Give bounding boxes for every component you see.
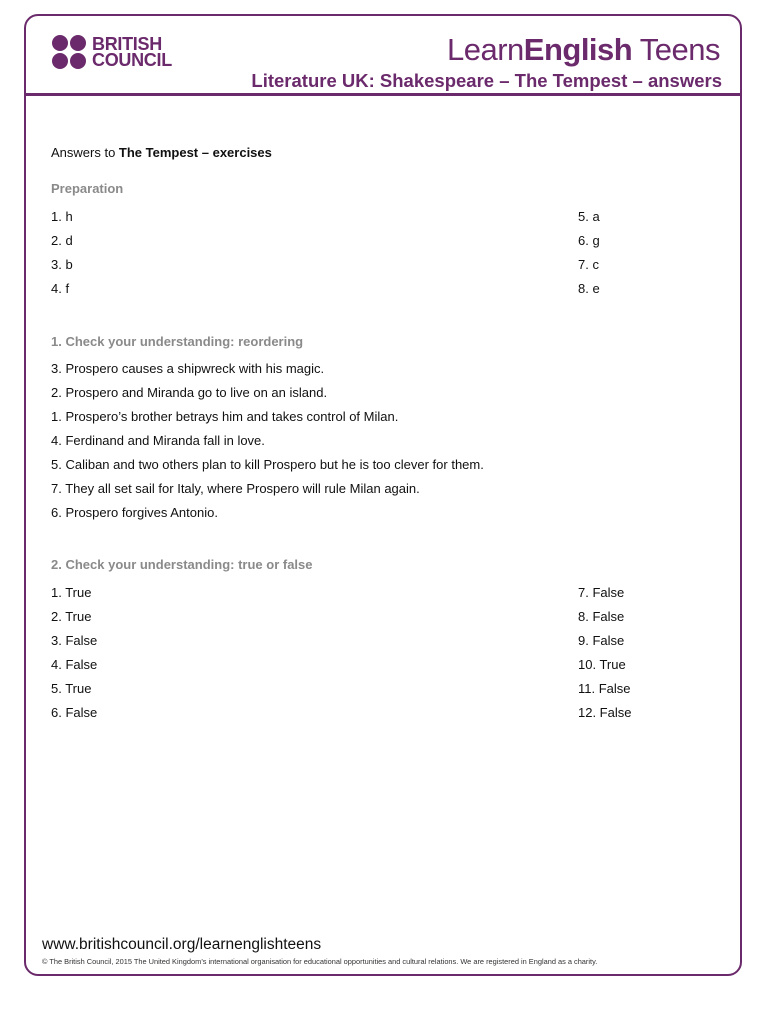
answer-item: 1. h [51,209,73,224]
preparation-right-list [578,205,600,301]
answer-item: 2. d [51,233,73,248]
answer-item: 6. g [578,233,600,248]
answer-item: 9. False [578,633,625,648]
answer-item: 2. True [51,609,92,624]
answer-item: 7. They all set sail for Italy, where Prospero will rule Milan again. [51,481,420,496]
true-false-right-list [578,581,631,725]
answer-item: 5. Caliban and two others plan to kill Prospero but he is too clever for them. [51,457,484,472]
reordering-list [51,357,484,525]
answer-item: 10. True [578,657,626,672]
answer-item: 3. Prospero causes a shipwreck with his magic. [51,361,325,376]
logo-text: BRITISH COUNCIL [92,34,172,70]
answer-item: 6. False [51,705,98,720]
logo-dot-icon [52,35,68,51]
preparation-left-list [51,205,73,301]
section-heading-preparation: Preparation [51,181,124,196]
answer-item: 6. Prospero forgives Antonio. [51,505,218,520]
section-heading-reordering: 1. Check your understanding: reordering [51,334,304,349]
answer-item: 1. True [51,585,92,600]
answer-item: 8. False [578,609,625,624]
true-false-left-list [51,581,97,725]
section-heading-true-false: 2. Check your understanding: true or false [51,557,313,572]
answer-item: 7. c [578,257,599,272]
learnenglish-teens-brand: LearnEnglish Teens [446,32,720,67]
document-title: Literature UK: Shakespeare – The Tempest – answers [251,70,722,91]
answer-item: 5. True [51,681,92,696]
answer-item: 11. False [578,681,631,696]
answer-item: 4. f [51,281,70,296]
intro-line: Answers to The Tempest – exercises [51,145,272,160]
answer-item: 5. a [578,209,600,224]
logo-dot-icon [52,53,68,69]
answer-item: 3. False [51,633,98,648]
footer-url[interactable]: www.britishcouncil.org/learnenglishteens [42,936,322,953]
answer-item: 2. Prospero and Miranda go to live on an island. [51,385,328,400]
answer-item: 8. e [578,281,600,296]
answer-item: 3. b [51,257,73,272]
logo-dot-icon [70,53,86,69]
footer-copyright: © The British Council, 2015 The United Kingdom’s international organisation for educational opportunities and cultural relations. We are registered in England as a charity. [42,957,598,966]
answer-item: 12. False [578,705,632,720]
answer-item: 4. False [51,657,98,672]
header-divider [25,93,742,96]
answer-item: 4. Ferdinand and Miranda fall in love. [51,433,265,448]
answer-item: 1. Prospero’s brother betrays him and takes control of Milan. [51,409,399,424]
answer-item: 7. False [578,585,625,600]
logo-dot-icon [70,35,86,51]
